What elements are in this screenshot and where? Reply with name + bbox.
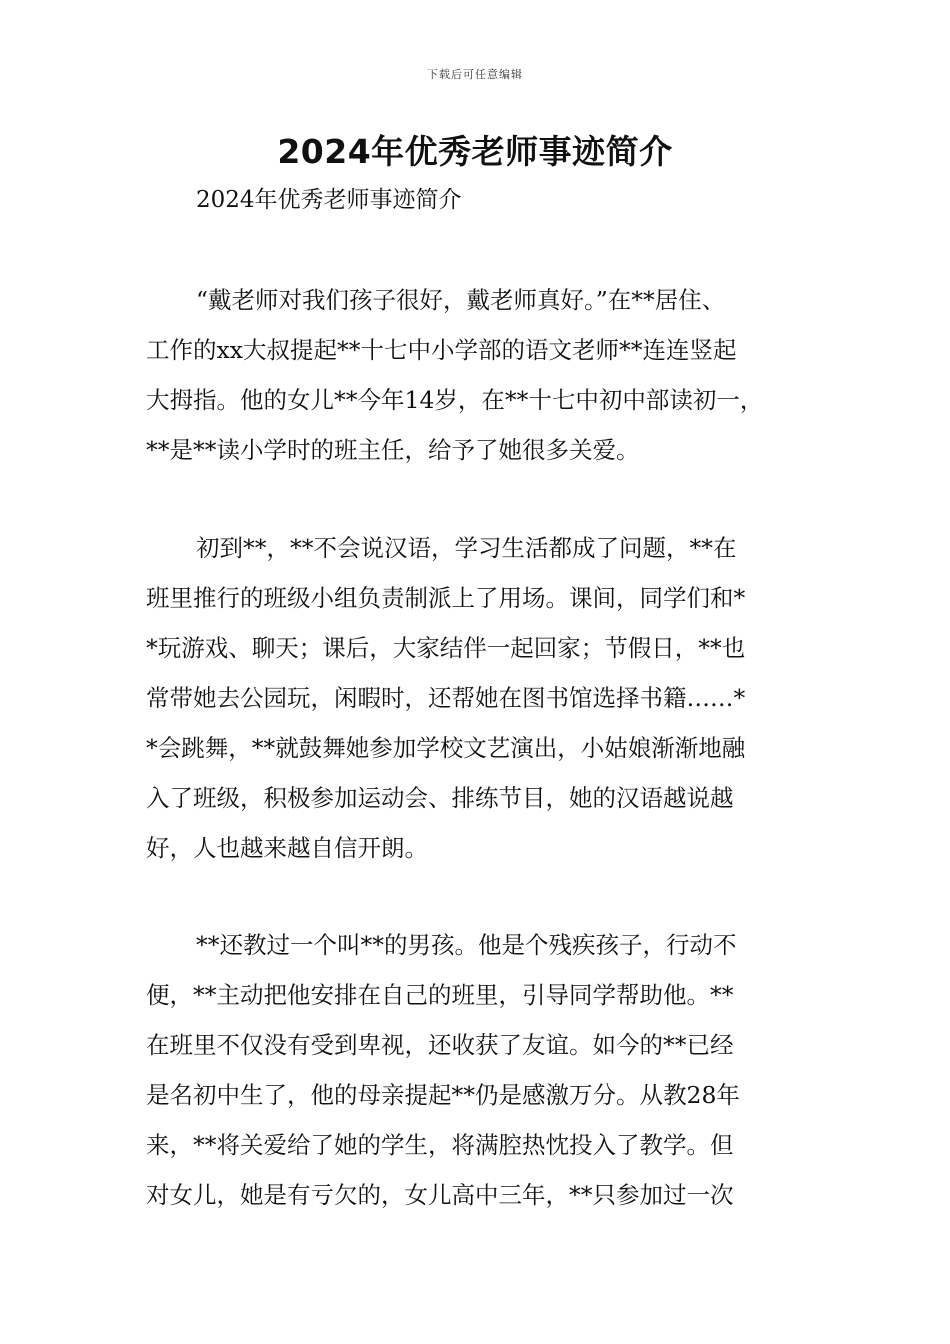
paragraph-line: 对女儿，她是有亏欠的，女儿高中三年，**只参加过一次 bbox=[146, 1181, 734, 1209]
paragraph-1 bbox=[146, 275, 806, 475]
paragraph-line: 来，**将关爱给了她的学生，将满腔热忱投入了教学。但 bbox=[146, 1131, 734, 1159]
paragraph-line: 在班里不仅没有受到卑视，还收获了友谊。如今的**已经 bbox=[146, 1031, 734, 1059]
paragraph-line: “戴老师对我们孩子很好，戴老师真好。”在**居住、 bbox=[196, 286, 726, 314]
paragraph-line: 好，人也越来越自信开朗。 bbox=[146, 834, 428, 862]
paragraph-line: 常带她去公园玩，闲暇时，还帮她在图书馆选择书籍……* bbox=[146, 684, 746, 712]
document-title: 2024年优秀老师事迹简介 bbox=[277, 132, 673, 171]
paragraph-line: **是**读小学时的班主任，给予了她很多关爱。 bbox=[146, 436, 640, 464]
paragraph-line: 工作的xx大叔提起**十七中小学部的语文老师**连连竖起 bbox=[146, 336, 737, 364]
paragraph-2 bbox=[146, 523, 806, 873]
paragraph-line: **还教过一个叫**的男孩。他是个残疾孩子，行动不 bbox=[196, 931, 737, 959]
paragraph-line: 大拇指。他的女儿**今年14岁，在**十七中初中部读初一， bbox=[146, 386, 764, 414]
header-note: 下载后可任意编辑 bbox=[427, 68, 523, 81]
paragraph-line: 班里推行的班级小组负责制派上了用场。课间，同学们和* bbox=[146, 584, 746, 612]
document-subtitle: 2024年优秀老师事迹简介 bbox=[196, 187, 462, 213]
paragraph-line: 是名初中生了，他的母亲提起**仍是感激万分。从教28年 bbox=[146, 1081, 740, 1109]
paragraph-line: 入了班级，积极参加运动会、排练节目，她的汉语越说越 bbox=[146, 784, 734, 812]
paragraph-line: *会跳舞，**就鼓舞她参加学校文艺演出，小姑娘渐渐地融 bbox=[146, 734, 746, 762]
paragraph-line: 便，**主动把他安排在自己的班里，引导同学帮助他。** bbox=[146, 981, 734, 1009]
paragraph-3 bbox=[146, 920, 806, 1220]
paragraph-line: *玩游戏、聊天；课后，大家结伴一起回家；节假日，**也 bbox=[146, 634, 746, 662]
paragraph-line: 初到**，**不会说汉语，学习生活都成了问题，**在 bbox=[196, 534, 737, 562]
